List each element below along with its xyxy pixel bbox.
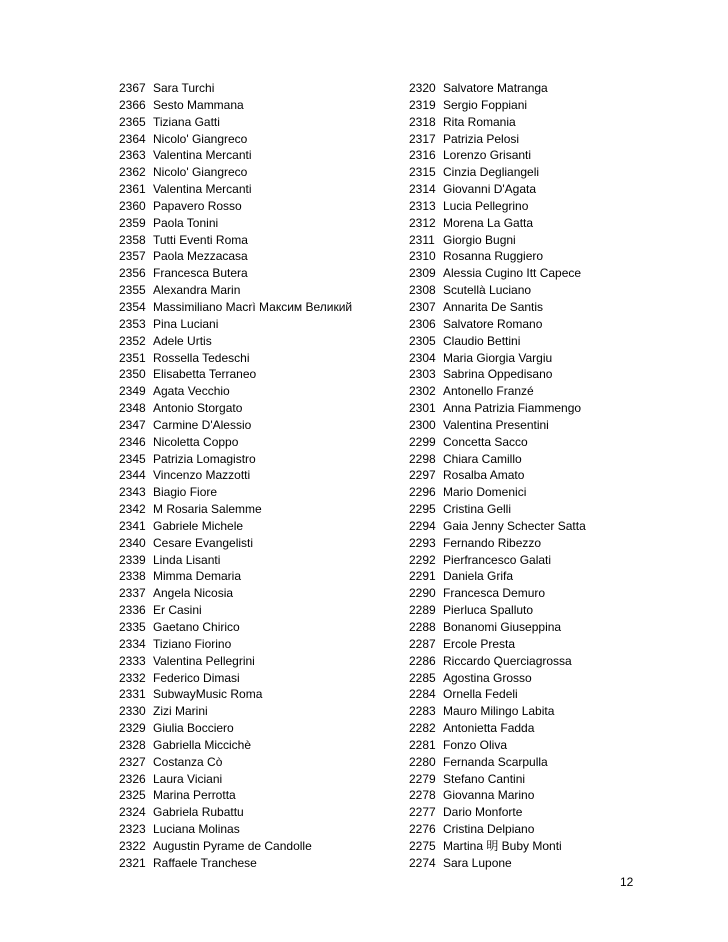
entry-name: Massimiliano Macrì Максим Великий xyxy=(153,299,353,314)
list-item xyxy=(409,585,586,602)
entry-number: 2320 xyxy=(409,81,436,95)
entry-number: 2310 xyxy=(409,249,436,264)
entry-name: Sabrina Oppedisano xyxy=(443,367,553,382)
entry-number: 2276 xyxy=(409,822,436,837)
list-item xyxy=(119,585,352,602)
entry-number: 2348 xyxy=(119,401,146,416)
entry-number: 2352 xyxy=(119,333,146,348)
entry-number: 2289 xyxy=(409,603,436,618)
entry-name: Giovanni D'Agata xyxy=(443,182,537,197)
entry-name: SubwayMusic Roma xyxy=(153,687,263,702)
list-item xyxy=(119,771,352,788)
entry-name: Cristina Delpiano xyxy=(443,822,535,837)
entry-number: 2298 xyxy=(409,451,436,466)
list-item xyxy=(409,164,586,181)
entry-number: 2281 xyxy=(409,737,436,752)
entry-name: Agata Vecchio xyxy=(153,384,230,399)
entry-name: Adele Urtis xyxy=(153,333,212,348)
entry-number: 2323 xyxy=(119,822,146,837)
entry-number: 2295 xyxy=(409,502,436,517)
list-item xyxy=(119,383,352,400)
entry-name: Pierfrancesco Galati xyxy=(443,552,552,567)
list-item xyxy=(119,232,352,249)
list-item xyxy=(409,400,586,417)
entry-number: 2336 xyxy=(119,603,146,618)
entry-name: Fernanda Scarpulla xyxy=(443,754,548,769)
list-item xyxy=(409,467,586,484)
entry-name: Er Casini xyxy=(153,603,202,618)
list-item xyxy=(119,147,352,164)
entry-number: 2319 xyxy=(409,97,436,112)
list-item xyxy=(409,535,586,552)
entry-number: 2363 xyxy=(119,148,146,163)
entry-name: Ercole Presta xyxy=(443,636,516,651)
entry-number: 2290 xyxy=(409,586,436,601)
entry-number: 2362 xyxy=(119,165,146,180)
list-item xyxy=(119,568,352,585)
list-item xyxy=(119,703,352,720)
list-item xyxy=(409,518,586,535)
entry-name: Nicolo' Giangreco xyxy=(153,165,248,180)
entry-number: 2311 xyxy=(409,232,435,247)
entry-name: Laura Viciani xyxy=(153,771,223,786)
list-item xyxy=(119,164,352,181)
entry-name: Dario Monforte xyxy=(443,805,523,820)
list-item xyxy=(409,282,586,299)
entry-number: 2367 xyxy=(119,81,146,95)
list-item xyxy=(119,366,352,383)
entry-number: 2296 xyxy=(409,485,436,500)
entry-number: 2355 xyxy=(119,283,146,298)
entry-name: Pierluca Spalluto xyxy=(443,603,534,618)
entry-number: 2335 xyxy=(119,620,146,634)
entry-name: Augustin Pyrame de Candolle xyxy=(153,838,312,853)
list-item xyxy=(409,737,586,754)
entry-name: Bonanomi Giuseppina xyxy=(443,620,562,634)
entry-name: Anna Patrizia Fiammengo xyxy=(443,401,582,416)
entry-name: Elisabetta Terraneo xyxy=(153,367,257,382)
list-item xyxy=(409,232,586,249)
list-item xyxy=(119,535,352,552)
list-item xyxy=(409,484,586,501)
list-item xyxy=(119,787,352,804)
entry-name: Francesca Demuro xyxy=(443,586,546,601)
entry-name: Patrizia Pelosi xyxy=(443,131,520,146)
list-item xyxy=(409,434,586,451)
entry-name: Giorgio Bugni xyxy=(443,232,516,247)
entry-number: 2309 xyxy=(409,266,436,281)
entry-number: 2351 xyxy=(119,350,146,365)
entry-name: Tutti Eventi Roma xyxy=(153,232,248,247)
entry-name: Cesare Evangelisti xyxy=(153,535,254,550)
entry-name: Luciana Molinas xyxy=(153,822,240,837)
list-item xyxy=(409,316,586,333)
entry-number: 2315 xyxy=(409,165,436,180)
entry-number: 2280 xyxy=(409,754,436,769)
list-item xyxy=(409,366,586,383)
list-item xyxy=(409,602,586,619)
list-item xyxy=(119,131,352,148)
entry-number: 2366 xyxy=(119,97,146,112)
entry-name: Federico Dimasi xyxy=(153,670,240,685)
entry-name: Papavero Rosso xyxy=(153,198,242,213)
list-item xyxy=(119,181,352,198)
list-item xyxy=(409,80,586,97)
list-item xyxy=(409,838,586,855)
entry-number: 2345 xyxy=(119,451,146,466)
entry-name: Giovanna Marino xyxy=(443,788,535,803)
entry-number: 2305 xyxy=(409,333,436,348)
entry-name: Pina Luciani xyxy=(153,316,219,331)
entry-number: 2360 xyxy=(119,198,146,213)
right-column xyxy=(409,80,586,872)
entry-name: Linda Lisanti xyxy=(153,552,221,567)
list-item xyxy=(119,518,352,535)
entry-number: 2324 xyxy=(119,805,146,820)
entry-name: Sergio Foppiani xyxy=(443,97,528,112)
list-item xyxy=(119,333,352,350)
list-item xyxy=(119,198,352,215)
entry-name: Mimma Demaria xyxy=(153,569,242,584)
entry-number: 2339 xyxy=(119,552,146,567)
entry-name: Raffaele Tranchese xyxy=(153,855,257,870)
entry-name: Riccardo Querciagrossa xyxy=(443,653,572,668)
entry-name: Zizi Marini xyxy=(153,704,208,719)
list-item xyxy=(119,114,352,131)
entry-name: M Rosaria Salemme xyxy=(153,502,262,517)
entry-number: 2340 xyxy=(119,535,146,550)
list-item xyxy=(409,787,586,804)
list-item xyxy=(409,804,586,821)
entry-name: Maria Giorgia Vargiu xyxy=(443,350,553,365)
list-item xyxy=(409,619,586,636)
list-item xyxy=(119,265,352,282)
entry-number: 2282 xyxy=(409,721,436,736)
list-item xyxy=(119,215,352,232)
list-item xyxy=(119,552,352,569)
entry-name: Agostina Grosso xyxy=(443,670,532,685)
entry-name: Cinzia Degliangeli xyxy=(443,165,540,180)
entry-number: 2321 xyxy=(119,855,146,870)
entry-number: 2331 xyxy=(119,687,146,702)
list-item xyxy=(409,821,586,838)
entry-number: 2312 xyxy=(409,215,436,230)
entry-name: Giulia Bocciero xyxy=(153,721,234,736)
list-item xyxy=(119,821,352,838)
entry-name: Alexandra Marin xyxy=(153,283,241,298)
entry-name: Nicolo' Giangreco xyxy=(153,131,248,146)
entry-name: Valentina Mercanti xyxy=(153,148,252,163)
list-item xyxy=(119,855,352,872)
list-item xyxy=(119,451,352,468)
entry-name: Vincenzo Mazzotti xyxy=(153,468,251,483)
entry-number: 2347 xyxy=(119,417,146,432)
entry-name: Carmine D'Alessio xyxy=(153,417,252,432)
list-item xyxy=(409,670,586,687)
entry-number: 2303 xyxy=(409,367,436,382)
list-item xyxy=(409,147,586,164)
entry-number: 2338 xyxy=(119,569,146,584)
entry-name: Chiara Camillo xyxy=(443,451,522,466)
entry-number: 2358 xyxy=(119,232,146,247)
list-item xyxy=(119,619,352,636)
entry-number: 2291 xyxy=(409,569,436,584)
entry-name: Fernando Ribezzo xyxy=(443,535,542,550)
list-item xyxy=(409,248,586,265)
entry-name: Lorenzo Grisanti xyxy=(443,148,532,163)
entry-number: 2274 xyxy=(409,855,436,870)
entry-number: 2308 xyxy=(409,283,436,298)
entry-number: 2334 xyxy=(119,636,146,651)
list-item xyxy=(119,838,352,855)
entry-number: 2307 xyxy=(409,299,436,314)
entry-number: 2299 xyxy=(409,434,436,449)
entry-number: 2286 xyxy=(409,653,436,668)
entry-number: 2301 xyxy=(409,401,436,416)
entry-name: Ornella Fedeli xyxy=(443,687,518,702)
entry-number: 2364 xyxy=(119,131,146,146)
list-item xyxy=(119,653,352,670)
list-item xyxy=(119,417,352,434)
list-item xyxy=(119,350,352,367)
list-item xyxy=(409,754,586,771)
entry-name: Lucia Pellegrino xyxy=(443,198,529,213)
entry-number: 2349 xyxy=(119,384,146,399)
entry-number: 2326 xyxy=(119,771,146,786)
list-item xyxy=(119,737,352,754)
entry-number: 2292 xyxy=(409,552,436,567)
entry-number: 2306 xyxy=(409,316,436,331)
entry-name: Mauro Milingo Labita xyxy=(443,704,555,719)
entry-name: Biagio Fiore xyxy=(153,485,218,500)
entry-number: 2330 xyxy=(119,704,146,719)
list-item xyxy=(119,636,352,653)
entry-number: 2343 xyxy=(119,485,146,500)
list-item xyxy=(119,686,352,703)
entry-number: 2318 xyxy=(409,114,436,129)
list-item xyxy=(119,484,352,501)
list-item xyxy=(409,653,586,670)
entry-name: Sara Lupone xyxy=(443,855,512,870)
entry-number: 2322 xyxy=(119,838,146,853)
entry-number: 2357 xyxy=(119,249,146,264)
entry-number: 2359 xyxy=(119,215,146,230)
entry-name: Angela Nicosia xyxy=(153,586,234,601)
entry-number: 2365 xyxy=(119,114,146,129)
entry-number: 2316 xyxy=(409,148,436,163)
entry-name: Tiziano Fiorino xyxy=(153,636,232,651)
entry-name: Alessia Cugino Itt Capece xyxy=(443,266,582,281)
entry-number: 2285 xyxy=(409,670,436,685)
entry-number: 2302 xyxy=(409,384,436,399)
entry-name: Rossella Tedeschi xyxy=(153,350,250,365)
list-item xyxy=(409,350,586,367)
entry-number: 2278 xyxy=(409,788,436,803)
entry-name: Fonzo Oliva xyxy=(443,737,508,752)
list-item xyxy=(409,771,586,788)
entry-number: 2284 xyxy=(409,687,436,702)
list-item xyxy=(119,501,352,518)
entry-name: Valentina Mercanti xyxy=(153,182,252,197)
list-item xyxy=(119,602,352,619)
list-item xyxy=(409,299,586,316)
entry-number: 2354 xyxy=(119,299,146,314)
entry-number: 2344 xyxy=(119,468,146,483)
entry-number: 2279 xyxy=(409,771,436,786)
entry-name: Cristina Gelli xyxy=(443,502,512,517)
list-item xyxy=(409,568,586,585)
entry-name: Rosalba Amato xyxy=(443,468,525,483)
list-item xyxy=(119,316,352,333)
list-item xyxy=(409,333,586,350)
list-item xyxy=(119,299,352,316)
list-item xyxy=(409,686,586,703)
entry-name: Rita Romania xyxy=(443,114,516,129)
list-item xyxy=(409,552,586,569)
entry-number: 2350 xyxy=(119,367,146,382)
entry-number: 2337 xyxy=(119,586,146,601)
list-item xyxy=(409,265,586,282)
list-item xyxy=(409,198,586,215)
entry-number: 2300 xyxy=(409,417,436,432)
list-item xyxy=(119,804,352,821)
list-item xyxy=(409,720,586,737)
left-column xyxy=(119,80,352,872)
list-item xyxy=(119,434,352,451)
entry-number: 2329 xyxy=(119,721,146,736)
entry-name: Gabriela Rubattu xyxy=(153,805,244,820)
list-item xyxy=(119,400,352,417)
list-item xyxy=(409,417,586,434)
list-item xyxy=(119,754,352,771)
list-item xyxy=(119,80,352,97)
entry-name: Antonello Franzé xyxy=(443,384,534,399)
list-item xyxy=(409,636,586,653)
entry-name: Rosanna Ruggiero xyxy=(443,249,544,264)
entry-number: 2333 xyxy=(119,653,146,668)
entry-number: 2297 xyxy=(409,468,436,483)
list-item xyxy=(409,114,586,131)
entry-name: Gabriella Miccichè xyxy=(153,737,252,752)
entry-number: 2287 xyxy=(409,636,436,651)
entry-name: Patrizia Lomagistro xyxy=(153,451,256,466)
entry-number: 2341 xyxy=(119,518,146,533)
entry-number: 2313 xyxy=(409,198,436,213)
list-item xyxy=(119,670,352,687)
list-item xyxy=(119,248,352,265)
list-item xyxy=(409,181,586,198)
entry-name: Mario Domenici xyxy=(443,485,527,500)
entry-number: 2342 xyxy=(119,502,146,517)
entry-number: 2294 xyxy=(409,518,436,533)
entry-name: Salvatore Romano xyxy=(443,316,543,331)
entry-name: Concetta Sacco xyxy=(443,434,528,449)
list-item xyxy=(409,501,586,518)
list-item xyxy=(409,451,586,468)
entry-name: Tiziana Gatti xyxy=(153,114,220,129)
entry-name: Paola Mezzacasa xyxy=(153,249,248,264)
entry-name: Valentina Pellegrini xyxy=(153,653,255,668)
entry-name: Paola Tonini xyxy=(153,215,219,230)
entry-name: Costanza Cò xyxy=(153,754,223,769)
entry-name: Annarita De Santis xyxy=(443,299,544,314)
entry-number: 2317 xyxy=(409,131,436,146)
entry-number: 2283 xyxy=(409,704,436,719)
list-item xyxy=(409,855,586,872)
page-number: 12 xyxy=(620,875,634,889)
entry-name: Nicoletta Coppo xyxy=(153,434,239,449)
entry-name: Scutellà Luciano xyxy=(443,283,532,298)
entry-number: 2277 xyxy=(409,805,436,820)
entry-number: 2332 xyxy=(119,670,146,685)
entry-name: Valentina Presentini xyxy=(443,417,549,432)
entry-number: 2293 xyxy=(409,535,436,550)
entry-number: 2361 xyxy=(119,182,146,197)
entry-name: Gaetano Chirico xyxy=(153,620,240,634)
entry-name: Gaia Jenny Schecter Satta xyxy=(443,518,586,533)
list-item xyxy=(409,215,586,232)
entry-name: Sara Turchi xyxy=(153,81,215,95)
list-item xyxy=(409,97,586,114)
entry-name: Claudio Bettini xyxy=(443,333,521,348)
entry-number: 2327 xyxy=(119,754,146,769)
entry-number: 2325 xyxy=(119,788,146,803)
list-item xyxy=(409,131,586,148)
list-item xyxy=(409,703,586,720)
entry-number: 2288 xyxy=(409,620,436,634)
entry-number: 2328 xyxy=(119,737,146,752)
entry-number: 2275 xyxy=(409,838,436,853)
entry-name: Gabriele Michele xyxy=(153,518,244,533)
entry-name: Antonio Storgato xyxy=(153,401,243,416)
entry-number: 2314 xyxy=(409,182,436,197)
entry-number: 2353 xyxy=(119,316,146,331)
entry-number: 2346 xyxy=(119,434,146,449)
entry-number: 2304 xyxy=(409,350,436,365)
entry-name: Francesca Butera xyxy=(153,266,248,281)
list-item xyxy=(119,720,352,737)
entry-name: Morena La Gatta xyxy=(443,215,534,230)
entry-name: Salvatore Matranga xyxy=(443,81,548,95)
entry-name: Daniela Grifa xyxy=(443,569,514,584)
list-item xyxy=(409,383,586,400)
entry-name: Sesto Mammana xyxy=(153,97,244,112)
entry-name: Antonietta Fadda xyxy=(443,721,535,736)
list-item xyxy=(119,97,352,114)
entry-name: Marina Perrotta xyxy=(153,788,236,803)
list-item xyxy=(119,282,352,299)
entry-number: 2356 xyxy=(119,266,146,281)
list-item xyxy=(119,467,352,484)
entry-name: Martina 明 Buby Monti xyxy=(443,838,562,853)
entry-name: Stefano Cantini xyxy=(443,771,526,786)
